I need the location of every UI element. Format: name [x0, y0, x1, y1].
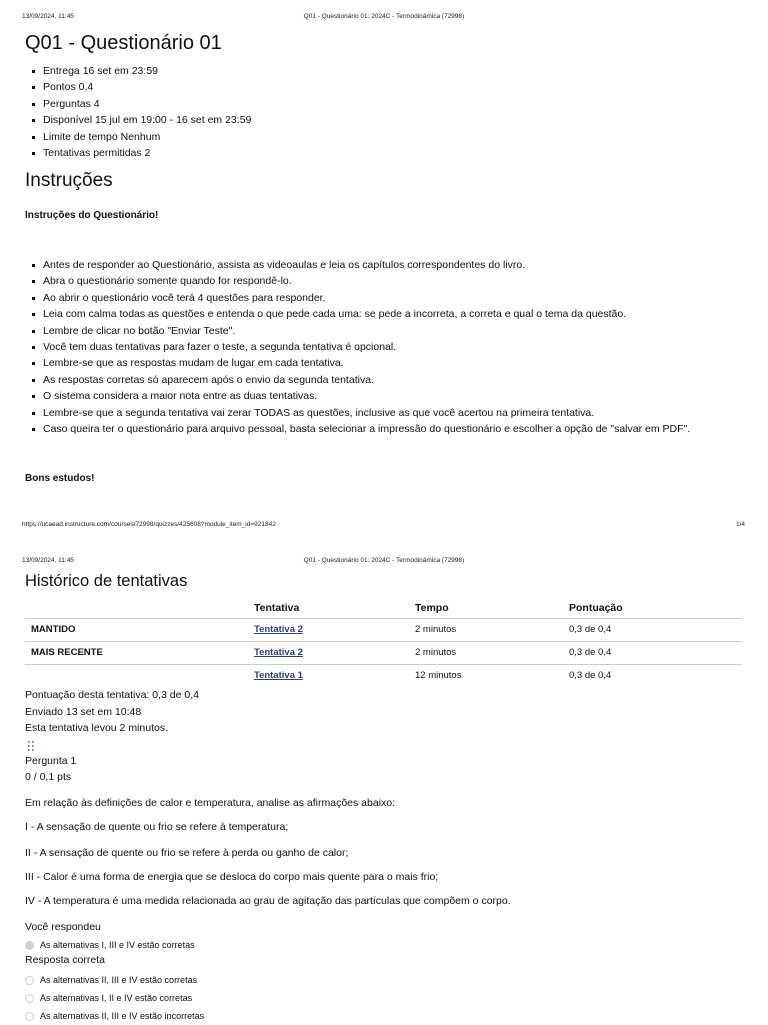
instruction-item: Você tem duas tentativas para fazer o teste, a segunda tentativa é opcional.: [26, 339, 690, 355]
print-header-title: Q01 - Questionário 01: 2024C - Termodinâmica (72998): [303, 13, 465, 20]
attempt-sent-line: Enviado 13 set em 10:48: [25, 706, 142, 718]
question-label: Pergunta 1: [25, 755, 77, 767]
attempt-status: MAIS RECENTE: [25, 642, 254, 665]
attempt-score-line: Pontuação desta tentativa: 0,3 de 0,4: [25, 689, 199, 701]
attempt-score: 0,3 de 0,4: [569, 619, 742, 642]
radio-empty-icon: [25, 1012, 34, 1021]
attempt-link[interactable]: Tentativa 1: [254, 670, 303, 681]
quiz-details-list: [26, 63, 251, 161]
attempt-status: [25, 665, 254, 688]
instructions-subheading: Instruções do Questionário!: [25, 210, 159, 221]
instruction-item: O sistema considera a maior nota entre as duas tentativas.: [26, 388, 690, 404]
print-header-title: Q01 - Questionário 01: 2024C - Termodinâmica (72998): [303, 557, 465, 564]
quiz-title: Q01 - Questionário 01: [25, 32, 222, 54]
table-row: [25, 642, 742, 665]
answer-option-label: As alternativas II, III e IV estão incorretas: [40, 1011, 205, 1021]
attempt-score: 0,3 de 0,4: [569, 670, 612, 681]
attempt-history-title: Histórico de tentativas: [25, 572, 188, 590]
column-header-time: Tempo: [415, 598, 569, 619]
attempt-duration-line: Esta tentativa levou 2 minutos.: [25, 722, 168, 734]
instruction-item: Ao abrir o questionário você terá 4 questões para responder.: [26, 290, 690, 306]
question-points: 0 / 0,1 pts: [25, 771, 72, 783]
answer-option-label: As alternativas I, III e IV estão corretas: [40, 940, 195, 950]
instruction-item: Lembre de clicar no botão "Enviar Teste".: [26, 323, 690, 339]
question-statement: I - A sensação de quente ou frio se refere à temperatura;: [25, 821, 289, 833]
instruction-item: Antes de responder ao Questionário, assista as videoaulas e leia os capítulos correspondentes do livro.: [26, 257, 690, 273]
instruction-item: Caso queira ter o questionário para arquivo pessoal, basta selecionar a impressão do questionário e escolher a opção de "salvar em PDF".: [26, 421, 690, 437]
attempt-time: 2 minutos: [415, 619, 569, 642]
question-statement: II - A sensação de quente ou frio se refere à perda ou ganho de calor;: [25, 847, 349, 859]
question-text: Em relação às definições de calor e temperatura, analise as afirmações abaixo:: [25, 797, 396, 809]
drag-handle-icon[interactable]: [27, 740, 35, 752]
closing-text: Bons estudos!: [25, 473, 95, 484]
print-header-date: 13/09/2024, 11:45: [22, 13, 74, 20]
detail-due: Entrega 16 set em 23:59: [26, 63, 251, 79]
you-answered-label: Você respondeu: [25, 921, 101, 933]
print-footer-page: 1/4: [736, 521, 746, 528]
detail-questions: Perguntas 4: [26, 96, 251, 112]
attempt-link[interactable]: Tentativa 2: [254, 624, 303, 635]
answer-option-label: As alternativas I, II e IV estão corretas: [40, 993, 193, 1003]
detail-available: Disponível 15 jul em 19:00 - 16 set em 23:59: [26, 112, 251, 128]
attempt-time: 12 minutos: [415, 670, 462, 681]
column-header-score: Pontuação: [569, 598, 742, 619]
print-header-date: 13/09/2024, 11:45: [22, 557, 74, 564]
detail-points: Pontos 0,4: [26, 79, 251, 95]
instruction-item: Lembre-se que a segunda tentativa vai zerar TODAS as questões, inclusive as que você acertou na primeira tentativa.: [26, 405, 690, 421]
answer-option[interactable]: [25, 971, 197, 989]
table-row: [25, 665, 742, 688]
table-row: [25, 619, 742, 642]
question-statement: III - Calor é uma forma de energia que se desloca do corpo mais quente para o mais frio;: [25, 871, 439, 883]
answer-option-label: As alternativas II, III e IV estão corretas: [40, 975, 198, 985]
attempt-history-table: [25, 598, 742, 687]
question-statement: IV - A temperatura é uma medida relacionada ao grau de agitação das partículas que compõem o corpo.: [25, 895, 511, 907]
radio-selected-icon: [25, 941, 34, 950]
correct-answer-label: Resposta correta: [25, 954, 105, 966]
attempt-time: 2 minutos: [415, 642, 569, 665]
instruction-item: As respostas corretas só aparecem após o envio da segunda tentativa.: [26, 372, 690, 388]
instruction-item: Leia com calma todas as questões e entenda o que pede cada uma: se pede a incorreta, a correta e qual o tema da questão.: [26, 306, 690, 322]
table-header-row: [25, 598, 742, 619]
attempt-score: 0,3 de 0,4: [569, 642, 742, 665]
column-header-status: [25, 598, 254, 619]
attempt-status: MANTIDO: [25, 619, 254, 642]
detail-attempts: Tentativas permitidas 2: [26, 145, 251, 161]
instructions-heading: Instruções: [25, 170, 113, 191]
detail-time-limit: Limite de tempo Nenhum: [26, 129, 251, 145]
instruction-item: Abra o questionário somente quando for respondê-lo.: [26, 273, 690, 289]
radio-empty-icon: [25, 994, 34, 1003]
instruction-item: Lembre-se que as respostas mudam de lugar em cada tentativa.: [26, 355, 690, 371]
radio-empty-icon: [25, 976, 34, 985]
answer-option[interactable]: [25, 989, 192, 1007]
print-footer-url: https://ucaead.instructure.com/courses/72998/quizzes/425608?module_item_id=921842: [22, 521, 276, 528]
attempt-link[interactable]: Tentativa 2: [254, 647, 303, 658]
answer-option[interactable]: [25, 1007, 204, 1025]
instructions-list: [26, 257, 690, 437]
column-header-attempt: Tentativa: [254, 598, 415, 619]
